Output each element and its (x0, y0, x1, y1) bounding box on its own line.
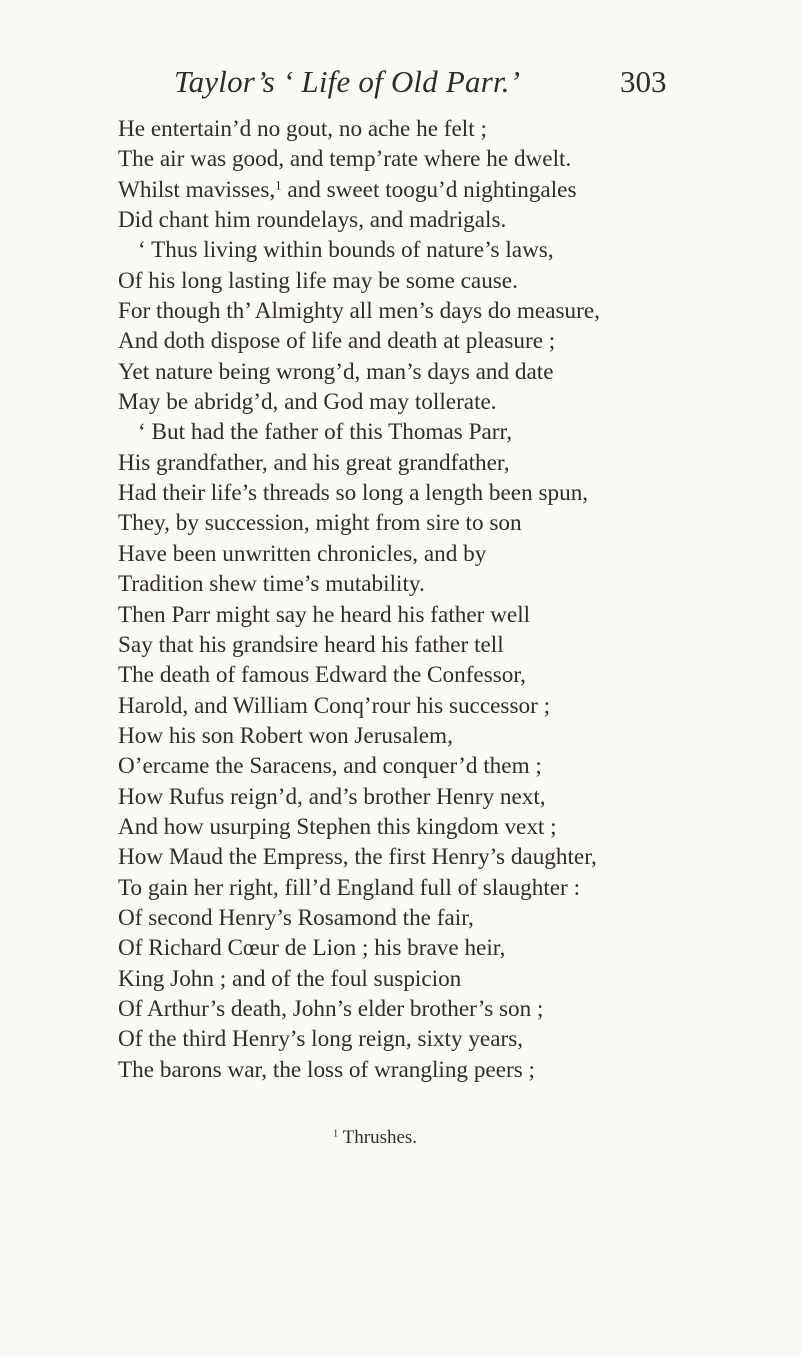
verse-line: Say that his grandsire heard his father tell (118, 631, 504, 658)
verse-line: They, by succession, might from sire to son (118, 510, 522, 537)
verse-line: King John ; and of the foul suspicion (118, 965, 462, 992)
running-title: Taylor’s ‘ Life of Old Parr.’ (174, 64, 521, 99)
footnote-text: Thrushes. (342, 1127, 418, 1148)
verse-line: The barons war, the loss of wrangling peers ; (118, 1056, 535, 1083)
verse-line: Of his long lasting life may be some cause. (118, 267, 518, 294)
verse-line: Of the third Henry’s long reign, sixty years, (118, 1026, 524, 1053)
page-number: 303 (620, 64, 667, 99)
verse-line: The death of famous Edward the Confessor, (118, 662, 526, 689)
verse-line: His grandfather, and his great grandfather, (118, 449, 510, 476)
verse-line: Did chant him roundelays, and madrigals. (118, 207, 507, 234)
verse-line: How Maud the Empress, the first Henry’s daughter, (118, 844, 597, 871)
verse-line: ‘ But had the father of this Thomas Parr, (138, 419, 513, 446)
verse-line: And doth dispose of life and death at pleasure ; (118, 328, 556, 355)
verse-line: May be abridg’d, and God may tollerate. (118, 389, 497, 416)
verse-line: To gain her right, fill’d England full of slaughter : (118, 874, 581, 901)
verse-line: How Rufus reign’d, and’s brother Henry next, (118, 783, 546, 810)
verse-line: Had their life’s threads so long a length been spun, (118, 480, 589, 507)
verse-line: For though th’ Almighty all men’s days do measure, (118, 298, 600, 325)
verse-line: Of Richard Cœur de Lion ; his brave heir, (118, 935, 506, 962)
verse-line: Yet nature being wrong’d, man’s days and date (118, 358, 554, 385)
verse-line: The air was good, and temp’rate where he dwelt. (118, 146, 572, 173)
verse-line: He entertain’d no gout, no ache he felt ; (118, 116, 487, 142)
verse-line-text: and sweet toogu’d nightingales (281, 176, 577, 203)
verse-line: Tradition shew time’s mutability. (118, 571, 425, 598)
verse-line-text: Whilst mavisses, (118, 176, 276, 203)
footnote-marker: 1 (333, 1128, 339, 1140)
verse-line: Have been unwritten chronicles, and by (118, 540, 487, 567)
page-header (170, 64, 690, 108)
footnote-reference: 1 (275, 178, 282, 193)
verse-line: O’ercame the Saracens, and conquer’d them ; (118, 753, 542, 780)
verse-line: Then Parr might say he heard his father well (118, 601, 531, 628)
verse-line: Of Arthur’s death, John’s elder brother’s son ; (118, 995, 544, 1022)
verse-block (118, 114, 788, 1085)
footnote (333, 1127, 417, 1149)
verse-line: ‘ Thus living within bounds of nature’s laws, (138, 237, 554, 264)
verse-line: Of second Henry’s Rosamond the fair, (118, 904, 474, 931)
verse-line (118, 175, 788, 205)
verse-line: And how usurping Stephen this kingdom vext ; (118, 813, 557, 840)
verse-line: How his son Robert won Jerusalem, (118, 722, 453, 749)
verse-line: Harold, and William Conq’rour his successor ; (118, 692, 551, 719)
